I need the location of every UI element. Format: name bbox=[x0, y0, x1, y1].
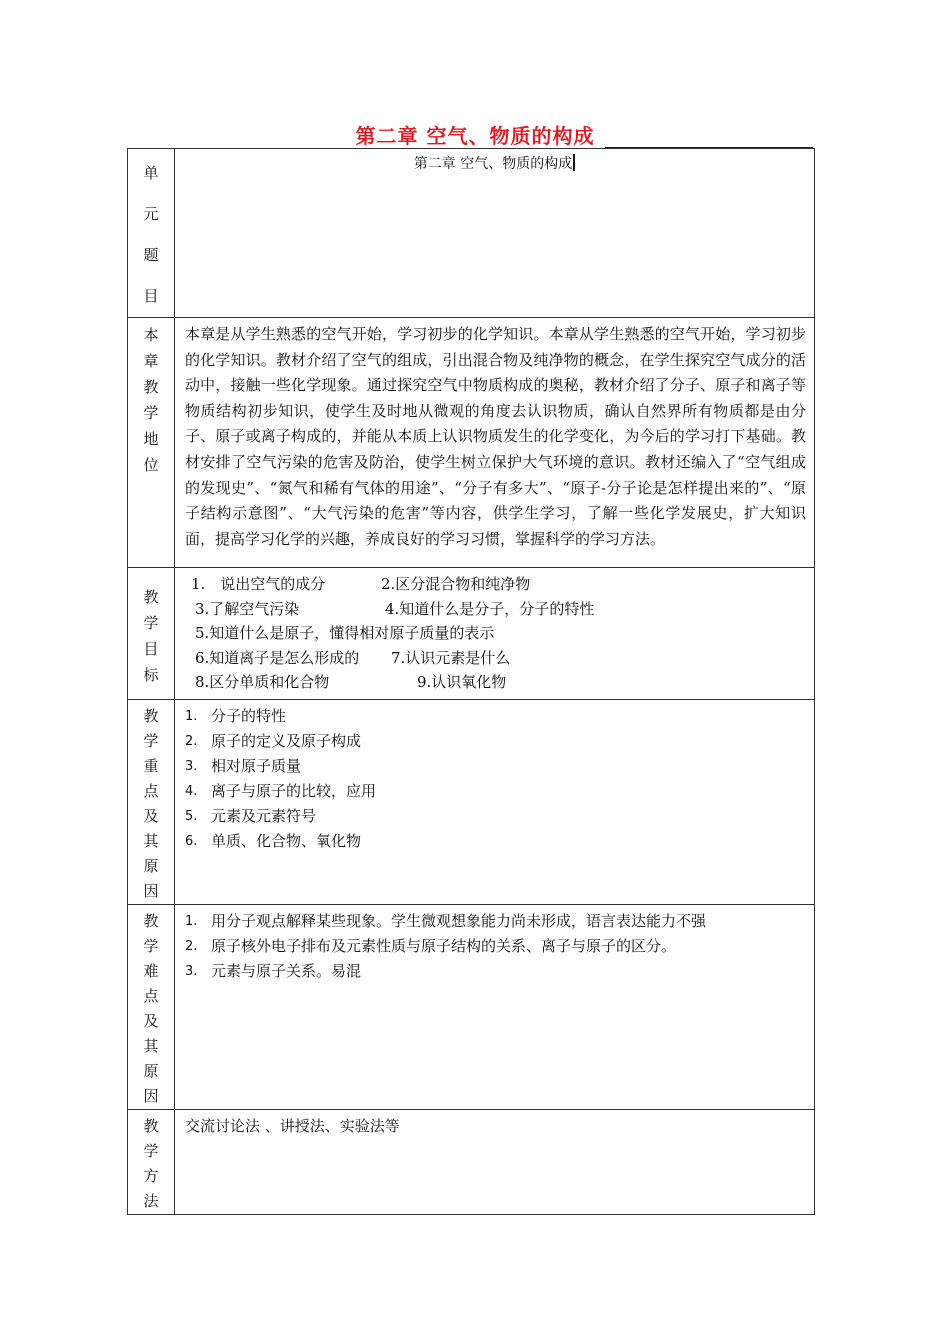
difficulties-list bbox=[175, 905, 814, 988]
text-cursor bbox=[573, 154, 575, 171]
method-cell bbox=[175, 1109, 815, 1214]
status-paragraph: 本章是从学生熟悉的空气开始，学习初步的化学知识。本章从学生熟悉的空气开始，学习初步的化学知识。教材介绍了空气的组成，引出混合物及纯净物的概念，在学生探究空气成分的活动中，接触一些化学现象。通过探究空气中物质构成的奥秘，教材介绍了分子、原子和离子等物质结构初步知识，使学生及时地从微观的角度去认识物质，确认自然界所有物质都是由分子、原子或离子构成的，并能从本质上认识物质发生的化学变化，为今后的学习打下基础。教材安排了空气污染的危害及防治，使学生树立保护大气环境的意识。教材还编入了“空气组成的发现史”、“氮气和稀有气体的用途”、“分子有多大”、“原子-分子论是怎样提出来的”、“原子结构示意图”、“大气污染的危害”等内容，供学生学习，了解一些化学发展史，扩大知识面，提高学习化学的兴趣，养成良好的学习习惯，掌握科学的学习方法。 bbox=[185, 325, 806, 548]
label-chars: 教 学 目 标 bbox=[143, 588, 159, 684]
label-status bbox=[128, 318, 175, 568]
row-key-points bbox=[128, 699, 815, 904]
row-difficulties bbox=[128, 904, 815, 1109]
list-item: 6. 单质、化合物、氧化物 bbox=[185, 831, 362, 850]
label-chars: 教 学 方 法 bbox=[143, 1116, 159, 1210]
goals-list bbox=[175, 568, 814, 699]
row-goals bbox=[128, 568, 815, 700]
label-key-points bbox=[128, 699, 175, 904]
list-item: 4. 离子与原子的比较，应用 bbox=[185, 781, 377, 800]
list-item: 1. 分子的特性 bbox=[185, 706, 287, 725]
unit-title-text: 第二章 空气、物质的构成 bbox=[413, 156, 573, 172]
list-item: 3. 元素与原子关系。易混 bbox=[185, 961, 362, 980]
lesson-plan-table bbox=[127, 148, 815, 1215]
goal-line: 3.了解空气污染 4.知道什么是分子，分子的特性 bbox=[195, 599, 595, 618]
goal-line: 6.知道离子是怎么形成的 7.认识元素是什么 bbox=[195, 648, 511, 667]
unit-title-field[interactable] bbox=[175, 149, 814, 173]
list-item: 2. 原子核外电子排布及元素性质与原子结构的关系、离子与原子的区分。 bbox=[185, 936, 677, 955]
list-item: 5. 元素及元素符号 bbox=[185, 806, 317, 825]
key-points-cell bbox=[175, 699, 815, 904]
label-goals bbox=[128, 568, 175, 700]
label-chars: 教 学 难 点 及 其 原 因 bbox=[143, 911, 159, 1105]
list-item: 2. 原子的定义及原子构成 bbox=[185, 731, 362, 750]
difficulties-cell bbox=[175, 904, 815, 1109]
document-title: 第二章 空气、物质的构成 bbox=[355, 124, 595, 148]
label-method bbox=[128, 1109, 175, 1214]
label-chars: 单 元 题 目 bbox=[143, 164, 159, 305]
unit-title-cell[interactable] bbox=[175, 149, 815, 318]
goal-line: 5.知道什么是原子，懂得相对原子质量的表示 bbox=[195, 624, 495, 642]
status-cell bbox=[175, 318, 815, 568]
label-difficulties bbox=[128, 904, 175, 1109]
list-item: 1. 用分子观点解释某些现象。学生微观想象能力尚未形成，语言表达能力不强 bbox=[185, 911, 707, 930]
key-points-list bbox=[175, 700, 814, 858]
row-status bbox=[128, 318, 815, 568]
row-method bbox=[128, 1109, 815, 1214]
row-unit-title bbox=[128, 149, 815, 318]
label-chars: 教 学 重 点 及 其 原 因 bbox=[143, 706, 159, 900]
method-text: 交流讨论法 、讲授法、实验法等 bbox=[185, 1116, 400, 1135]
label-unit-title bbox=[128, 149, 175, 318]
goal-line: 8.区分单质和化合物 9.认识氧化物 bbox=[195, 673, 507, 691]
label-chars: 本 章 教 学 地 位 bbox=[143, 326, 159, 474]
goals-cell bbox=[175, 568, 815, 700]
list-item: 3. 相对原子质量 bbox=[185, 756, 302, 775]
goal-line: 1. 说出空气的成分 2.区分混合物和纯净物 bbox=[191, 575, 531, 593]
